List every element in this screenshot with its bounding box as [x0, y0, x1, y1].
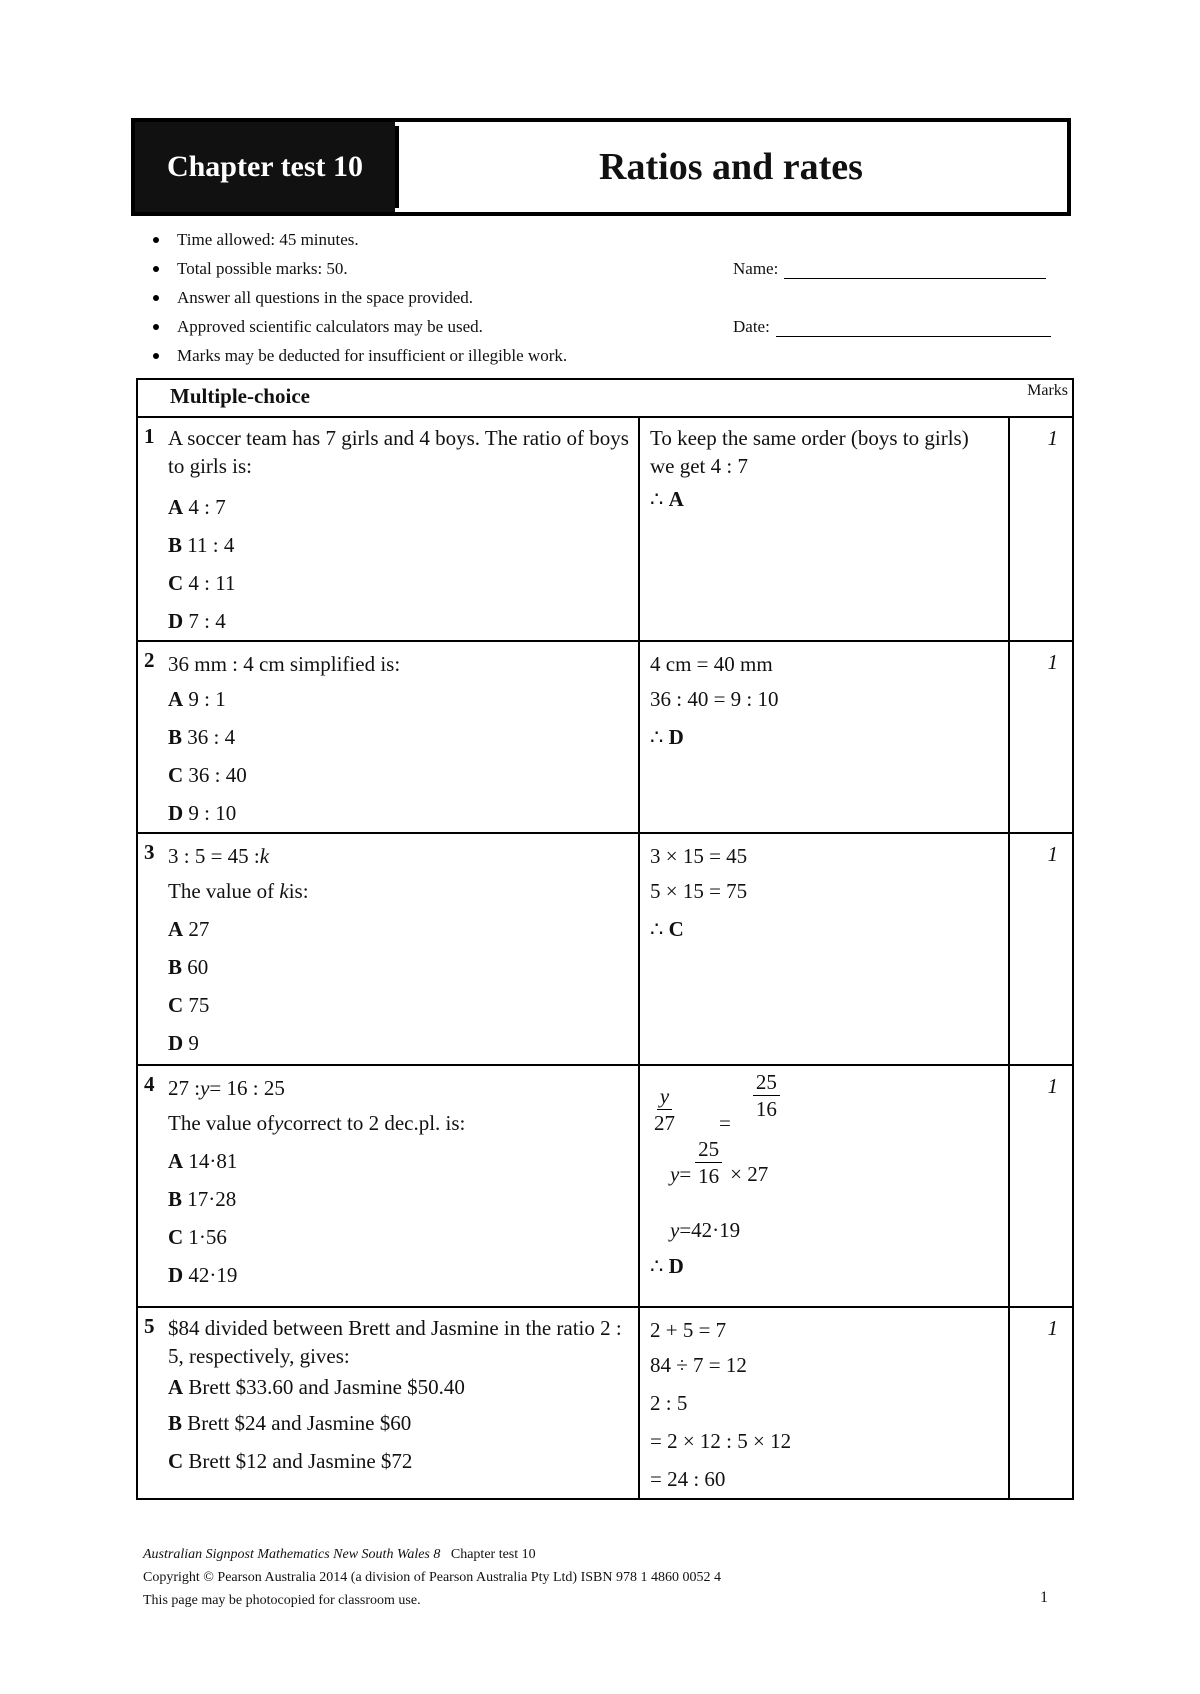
- instruction-item: Total possible marks: 50.: [150, 254, 710, 283]
- question-prompt: The value of y correct to 2 dec.pl. is:: [168, 1111, 466, 1135]
- worked-answer: [640, 1066, 1008, 1284]
- question-stem: 27 : y = 16 : 25: [168, 1076, 285, 1100]
- option-d: D 7 : 4: [168, 609, 226, 633]
- fraction: $\frac{25}{16}$: [695, 1136, 722, 1189]
- instruction-item: Answer all questions in the space provided.: [150, 283, 710, 312]
- table-row: [137, 1065, 1073, 1307]
- option-c: C 75: [168, 993, 210, 1017]
- question-stem: A soccer team has 7 girls and 4 boys. The ratio of boys to girls is:: [168, 426, 629, 478]
- marks-header: Marks: [1027, 382, 1068, 399]
- bullet-icon: [153, 266, 159, 272]
- option-c: C 4 : 11: [168, 571, 236, 595]
- instruction-item: Time allowed: 45 minutes.: [150, 225, 710, 254]
- fraction-equation: $\frac{y}{27}$ = $\frac{25}{16}$: [650, 1074, 998, 1136]
- question-number: 4: [144, 1072, 155, 1096]
- option-a: A 14·81: [168, 1149, 238, 1173]
- question-stem: 36 mm : 4 cm simplified is:: [168, 652, 401, 676]
- worked-answer: 2 + 5 = 7 84 ÷ 7 = 12 2 : 5 = 2 × 12 : 5 × 12 = 24 : 60: [650, 1318, 792, 1491]
- worked-answer: 3 × 15 = 45 5 × 15 = 75 ∴ C: [640, 834, 1008, 948]
- page-number: 1: [1040, 1589, 1048, 1606]
- question-number: 5: [144, 1314, 155, 1338]
- option-c: C 36 : 40: [168, 763, 247, 787]
- option-d: D 9: [168, 1031, 199, 1055]
- bullet-icon: [153, 295, 159, 301]
- section-title: Multiple-choice: [170, 384, 310, 408]
- question-number: 1: [144, 424, 155, 448]
- bullet-icon: [153, 353, 159, 359]
- option-b: B Brett $24 and Jasmine $60: [168, 1411, 412, 1435]
- marks-value: 1: [1047, 1074, 1058, 1098]
- footer-publication: Australian Signpost Mathematics New South Wales 8 Chapter test 10: [143, 1546, 536, 1562]
- marks-value: 1: [1047, 842, 1058, 866]
- question-stem: $84 divided between Brett and Jasmine in the ratio 2 : 5, respectively, gives:: [168, 1316, 622, 1368]
- table-row: [137, 1307, 1073, 1499]
- footer-photocopy: This page may be photocopied for classroom use.: [143, 1592, 421, 1608]
- table-row: [137, 417, 1073, 641]
- footer-copyright: Copyright © Pearson Australia 2014 (a division of Pearson Australia Pty Ltd) ISBN 978 1 4860 0052 4: [143, 1569, 721, 1585]
- solve-result: y = 42·19: [670, 1218, 741, 1242]
- chapter-label: Chapter test 10: [135, 122, 395, 212]
- instructions-list: [150, 225, 710, 370]
- option-b: B 36 : 4: [168, 725, 236, 749]
- question-number: 3: [144, 840, 155, 864]
- bullet-icon: [153, 324, 159, 330]
- answer-choice: ∴ A: [650, 487, 684, 511]
- answer-choice: ∴ D: [650, 1254, 684, 1278]
- answer-choice: ∴ C: [650, 917, 684, 941]
- date-label: Date:: [733, 317, 770, 336]
- option-a: A Brett $33.60 and Jasmine $50.40: [168, 1375, 465, 1399]
- option-d: D 9 : 10: [168, 801, 237, 825]
- instruction-item: Marks may be deducted for insufficient or illegible work.: [150, 341, 710, 370]
- marks-value: 1: [1047, 650, 1058, 674]
- option-b: B 11 : 4: [168, 533, 235, 557]
- fraction: $\frac{y}{27}$: [654, 1084, 675, 1135]
- date-line[interactable]: [776, 320, 1051, 337]
- question-number: 2: [144, 648, 155, 672]
- page-title: Ratios and rates: [395, 126, 1063, 208]
- option-b: B 17·28: [168, 1187, 237, 1211]
- worked-answer: To keep the same order (boys to girls) we get 4 : 7 ∴ A: [640, 418, 1008, 518]
- option-c: C 1·56: [168, 1225, 227, 1249]
- worked-answer: 4 cm = 40 mm 36 : 40 = 9 : 10 ∴ D: [640, 642, 1008, 756]
- option-a: A 9 : 1: [168, 687, 226, 711]
- question-stem: 3 : 5 = 45 : k: [168, 844, 270, 868]
- table-row: [137, 833, 1073, 1065]
- question-prompt: The value of k is:: [168, 879, 309, 903]
- question-table: [136, 378, 1074, 1500]
- solve-step: y = $\frac{25}{16}$ × 27: [670, 1136, 769, 1188]
- bullet-icon: [153, 237, 159, 243]
- date-field[interactable]: [733, 317, 1051, 337]
- option-a: A 27: [168, 917, 210, 941]
- option-c: C Brett $12 and Jasmine $72: [168, 1449, 413, 1473]
- name-label: Name:: [733, 259, 779, 278]
- marks-value: 1: [1047, 426, 1058, 450]
- table-header-row: [137, 379, 1073, 417]
- table-row: [137, 641, 1073, 833]
- instruction-item: Approved scientific calculators may be used.: [150, 312, 710, 341]
- page-footer: [143, 1543, 1048, 1612]
- answer-choice: ∴ D: [650, 725, 684, 749]
- option-d: D 42·19: [168, 1263, 238, 1287]
- fraction: $\frac{25}{16}$: [753, 1069, 780, 1122]
- option-b: B 60: [168, 955, 209, 979]
- name-field[interactable]: [733, 259, 1046, 279]
- marks-value: 1: [1047, 1316, 1058, 1340]
- option-a: A 4 : 7: [168, 495, 226, 519]
- chapter-header: [131, 118, 1071, 216]
- name-line[interactable]: [784, 262, 1046, 279]
